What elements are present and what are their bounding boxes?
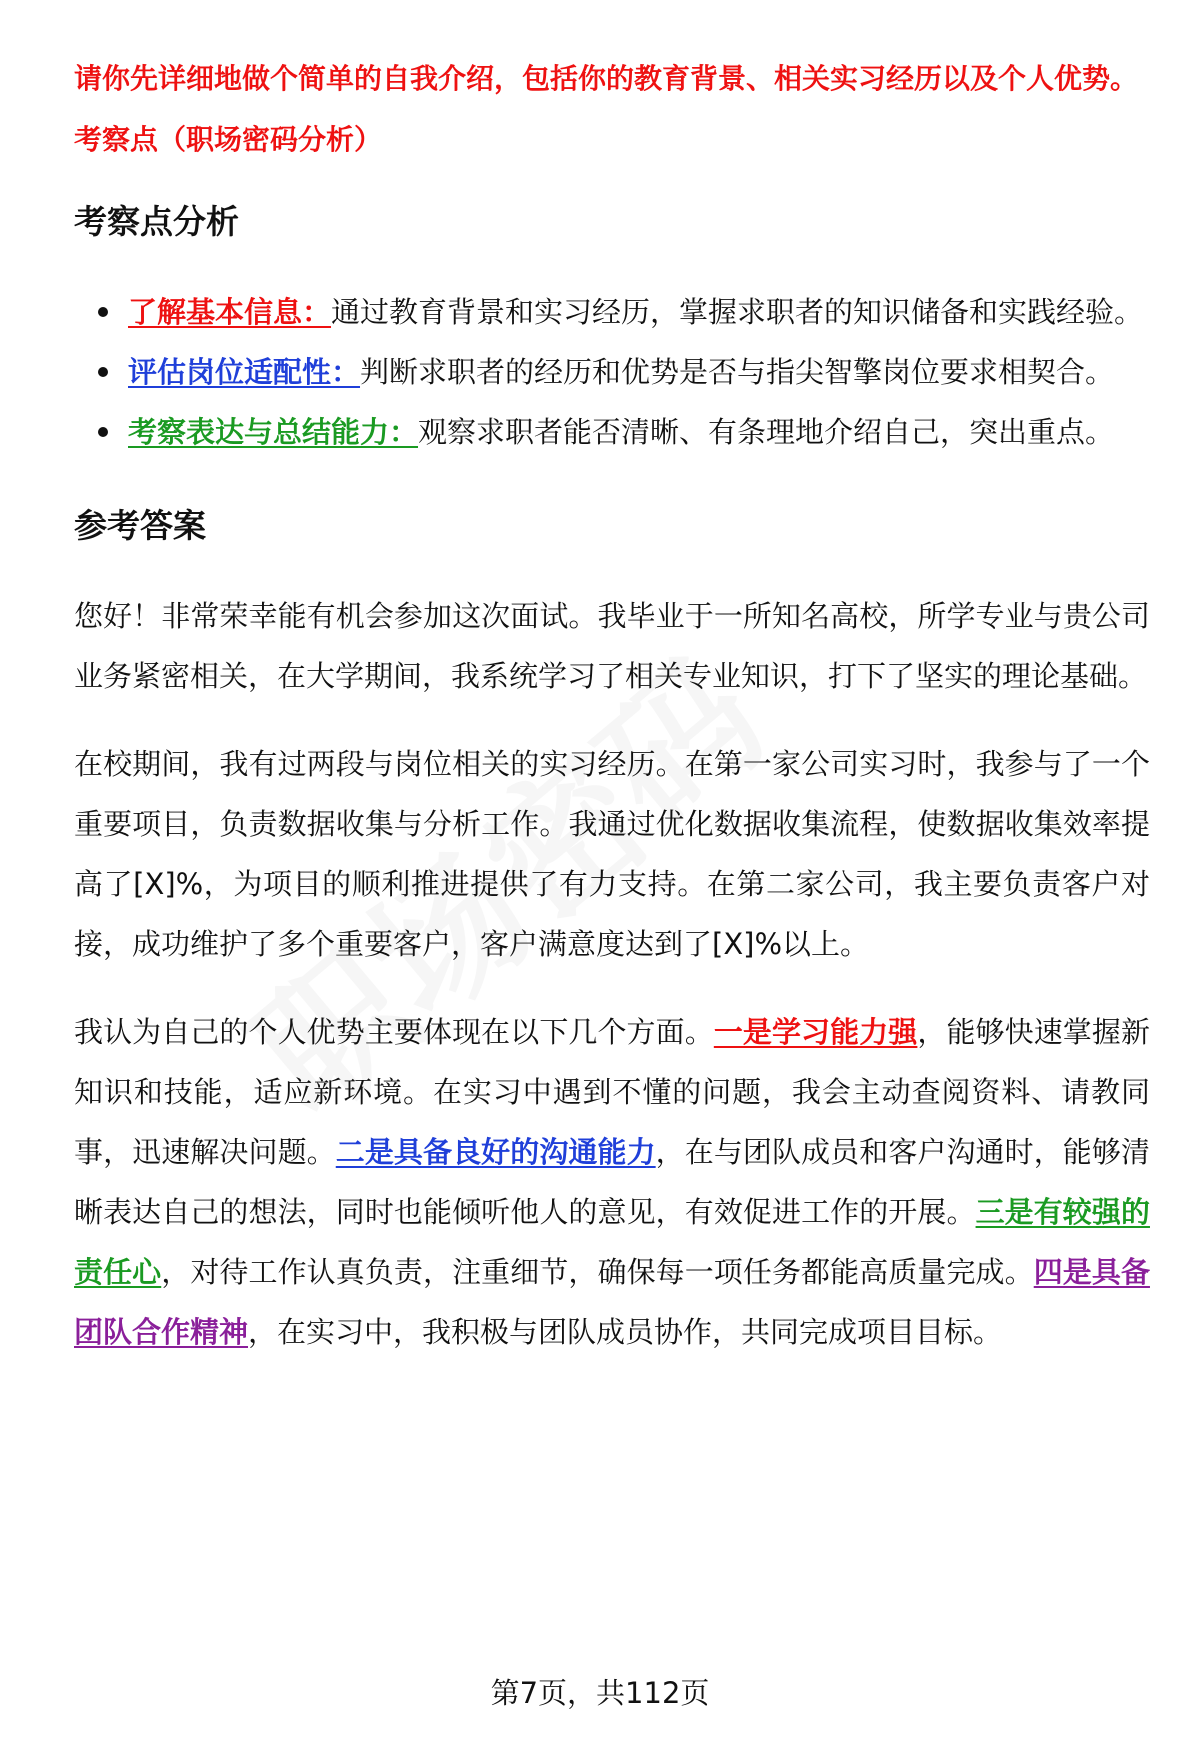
answer-text: ，在实习中，我积极与团队成员协作，共同完成项目目标。	[248, 1315, 1003, 1349]
answer-paragraph-3	[74, 1002, 1150, 1362]
analysis-text: 通过教育背景和实习经历，掌握求职者的知识储备和实践经验。	[331, 295, 1144, 329]
answer-text: ，在与团队成员和客户沟通时，能够清晰表达自己的想法，同时也能倾听他人的意见，有效促进工作的开展。	[74, 1135, 1150, 1229]
strength-keyword-3: 三是有较强的责任心	[74, 1195, 1150, 1289]
page-footer: 第7页，共112页	[490, 1676, 710, 1710]
strength-keyword-1: 一是学习能力强	[713, 1015, 918, 1049]
analysis-keyword: 评估岗位适配性：	[128, 355, 361, 389]
answer-text: 我认为自己的个人优势主要体现在以下几个方面。	[74, 1015, 714, 1049]
answer-text: ，能够快速掌握新知识和技能，适应新环境。在实习中遇到不懂的问题，我会主动查阅资料、请教同事，迅速解决问题。	[74, 1015, 1150, 1169]
answer-paragraph-2: 在校期间，我有过两段与岗位相关的实习经历。在第一家公司实习时，我参与了一个重要项目，负责数据收集与分析工作。我通过优化数据收集流程，使数据收集效率提高了[X]%，为项目的顺利推进提供了有力支持。在第二家公司，我主要负责客户对接，成功维护了多个重要客户，客户满意度达到了[X]%以上。	[74, 747, 1150, 961]
analysis-item	[74, 402, 1150, 462]
analysis-item	[74, 342, 1150, 402]
analysis-item	[74, 282, 1150, 342]
analysis-text: 判断求职者的经历和优势是否与指尖智擎岗位要求相契合。	[360, 355, 1115, 389]
answer-paragraph-1: 您好！非常荣幸能有机会参加这次面试。我毕业于一所知名高校，所学专业与贵公司业务紧密相关，在大学期间，我系统学习了相关专业知识，打下了坚实的理论基础。	[74, 599, 1150, 693]
answer-title: 参考答案	[74, 506, 206, 545]
answer-text: ，对待工作认真负责，注重细节，确保每一项任务都能高质量完成。	[161, 1255, 1034, 1289]
analysis-title: 考察点分析	[74, 202, 239, 241]
strength-keyword-4: 四是具备团队合作精神	[74, 1255, 1150, 1349]
strength-keyword-2: 二是具备良好的沟通能力	[335, 1135, 656, 1169]
kaocha-label: 考察点（职场密码分析）	[74, 123, 383, 156]
bullet-dot-icon	[98, 307, 108, 317]
analysis-keyword: 考察表达与总结能力：	[128, 415, 419, 449]
interview-question: 请你先详细地做个简单的自我介绍，包括你的教育背景、相关实习经历以及个人优势。	[74, 62, 1139, 95]
analysis-list	[74, 282, 1150, 462]
document-page	[74, 58, 1150, 1390]
analysis-text: 观察求职者能否清晰、有条理地介绍自己，突出重点。	[418, 415, 1115, 449]
analysis-keyword: 了解基本信息：	[128, 295, 332, 329]
bullet-dot-icon	[98, 367, 108, 377]
bullet-dot-icon	[98, 427, 108, 437]
